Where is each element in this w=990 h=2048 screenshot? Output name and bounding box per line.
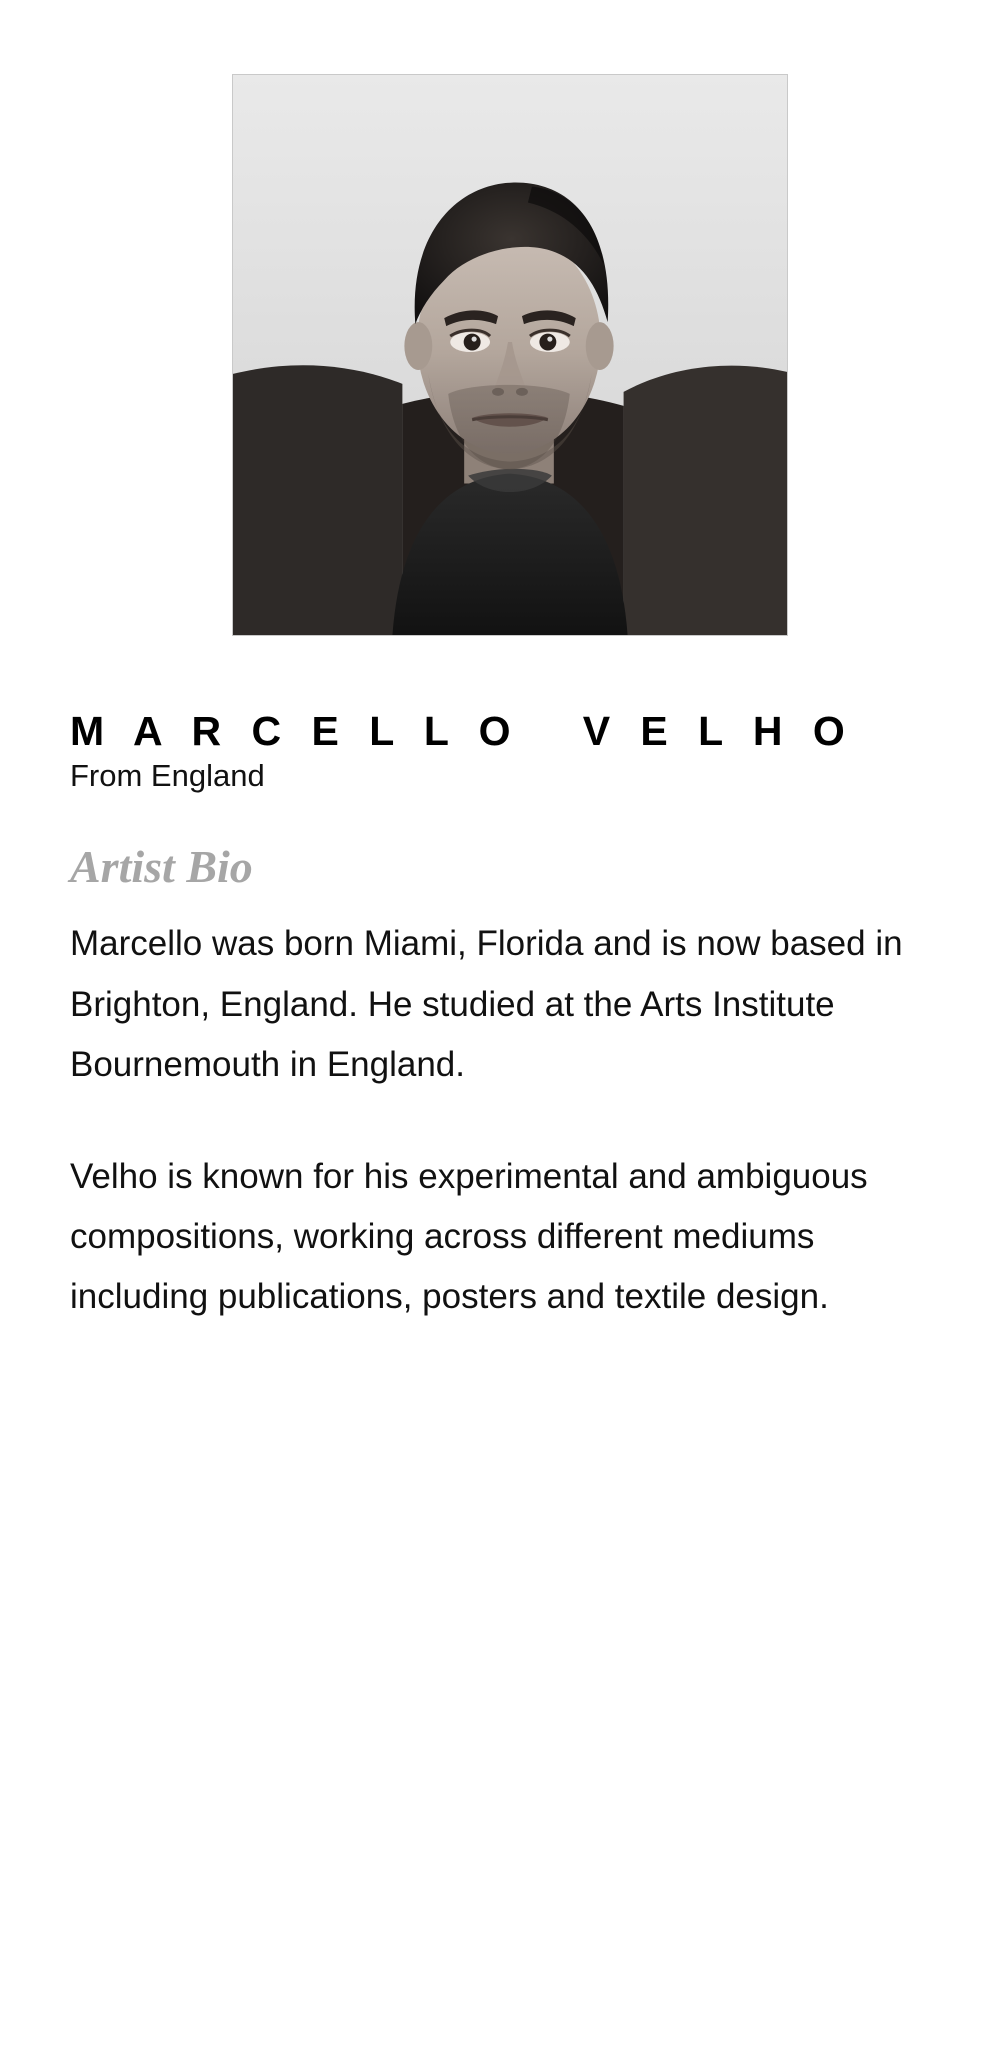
bio-paragraph-2: Velho is known for his experimental and ambiguous compositions, working across different mediums including publications, posters and textile design. — [70, 1156, 868, 1317]
artist-details — [70, 710, 920, 1328]
artist-portrait — [232, 74, 788, 636]
bio-paragraph-1: Marcello was born Miami, Florida and is now based in Brighton, England. He studied at the Arts Institute Bournemouth in England. — [70, 924, 903, 1084]
section-heading-artist-bio: Artist Bio — [70, 840, 253, 892]
page-title: M A R C E L L O V E L H O — [70, 708, 855, 754]
portrait-photo-icon — [233, 75, 787, 635]
artist-portrait-frame — [232, 74, 788, 636]
artist-origin: From England — [70, 758, 265, 794]
